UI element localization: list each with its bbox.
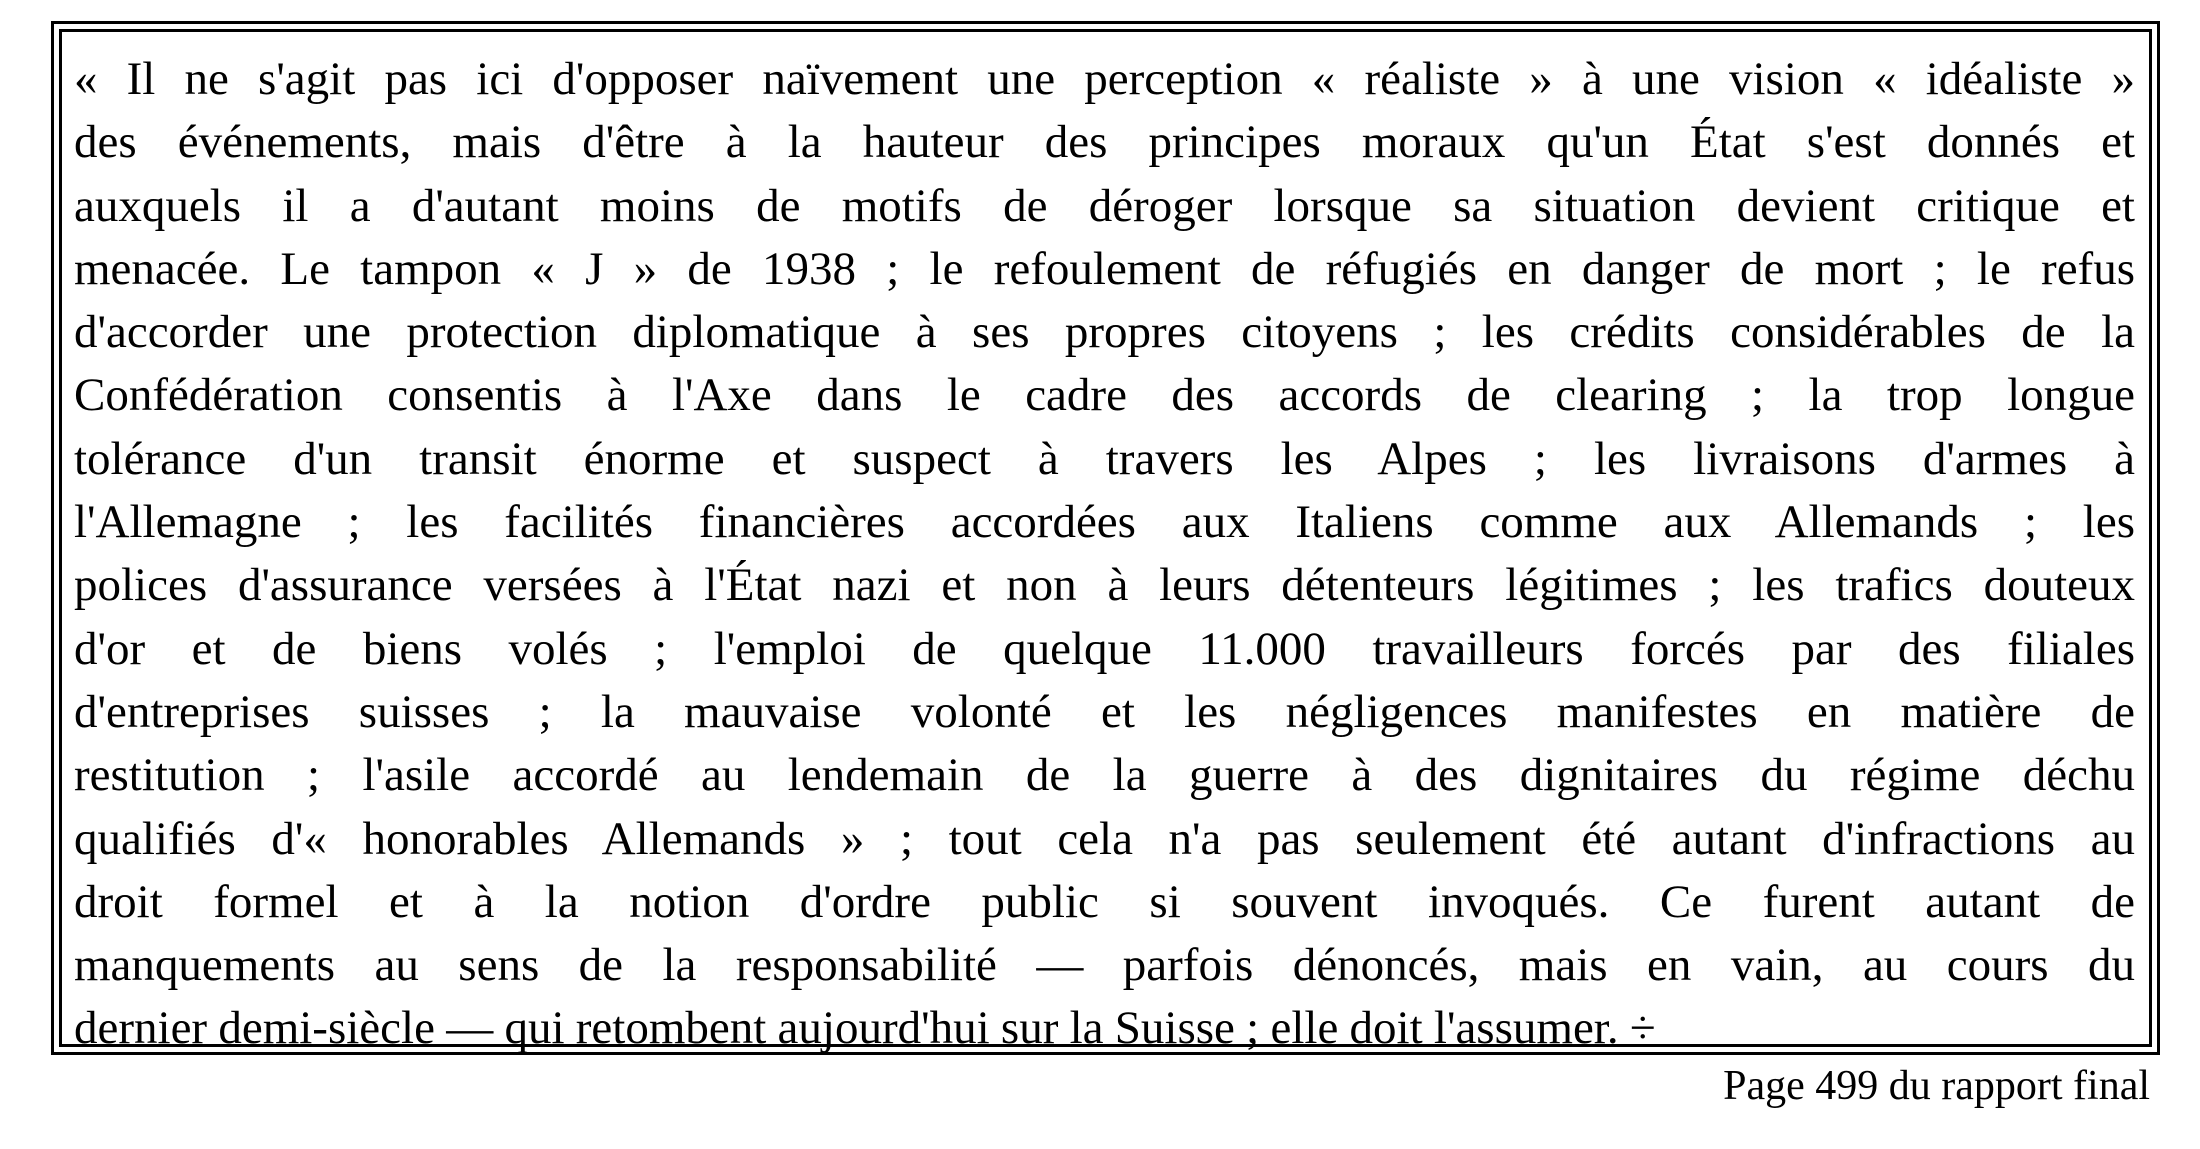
quote-line: d'or et de biens volés ; l'emploi de quelque 11.000 travailleurs forcés par des filiales xyxy=(74,622,2135,675)
quote-line: l'Allemagne ; les facilités financières accordées aux Italiens comme aux Allemands ; les xyxy=(74,496,2135,549)
quote-body xyxy=(74,48,2135,1061)
quote-line: dernier demi-siècle — qui retombent aujourd'hui sur la Suisse ; elle doit l'assumer. ÷ xyxy=(74,1002,1656,1055)
quote-line: qualifiés d'« honorables Allemands » ; tout cela n'a pas seulement été autant d'infractions au xyxy=(74,812,2135,865)
quote-line: restitution ; l'asile accordé au lendemain de la guerre à des dignitaires du régime déchu xyxy=(74,749,2135,802)
quote-frame xyxy=(51,21,2160,1055)
quote-line: manquements au sens de la responsabilité — parfois dénoncés, mais en vain, au cours du xyxy=(74,939,2135,992)
quote-line: tolérance d'un transit énorme et suspect à travers les Alpes ; les livraisons d'armes à xyxy=(74,432,2135,485)
quote-frame-inner xyxy=(59,29,2152,1055)
quote-line: des événements, mais d'être à la hauteur des principes moraux qu'un État s'est donnés et xyxy=(74,116,2135,169)
quote-line: polices d'assurance versées à l'État nazi et non à leurs détenteurs légitimes ; les trafics douteux xyxy=(74,559,2135,612)
quote-line: menacée. Le tampon « J » de 1938 ; le refoulement de réfugiés en danger de mort ; le refus xyxy=(74,242,2135,295)
quote-line: Confédération consentis à l'Axe dans le cadre des accords de clearing ; la trop longue xyxy=(74,369,2135,422)
quote-line: d'entreprises suisses ; la mauvaise volonté et les négligences manifestes en matière de xyxy=(74,685,2135,738)
quote-line: droit formel et à la notion d'ordre public si souvent invoqués. Ce furent autant de xyxy=(74,875,2135,928)
quote-line: d'accorder une protection diplomatique à ses propres citoyens ; les crédits considérables de la xyxy=(74,306,2135,359)
page-reference: Page 499 du rapport final xyxy=(1723,1063,2150,1109)
quote-line: auxquels il a d'autant moins de motifs de déroger lorsque sa situation devient critique et xyxy=(74,179,2135,232)
quote-line: « Il ne s'agit pas ici d'opposer naïvement une perception « réaliste » à une vision « idéaliste » xyxy=(74,53,2135,105)
